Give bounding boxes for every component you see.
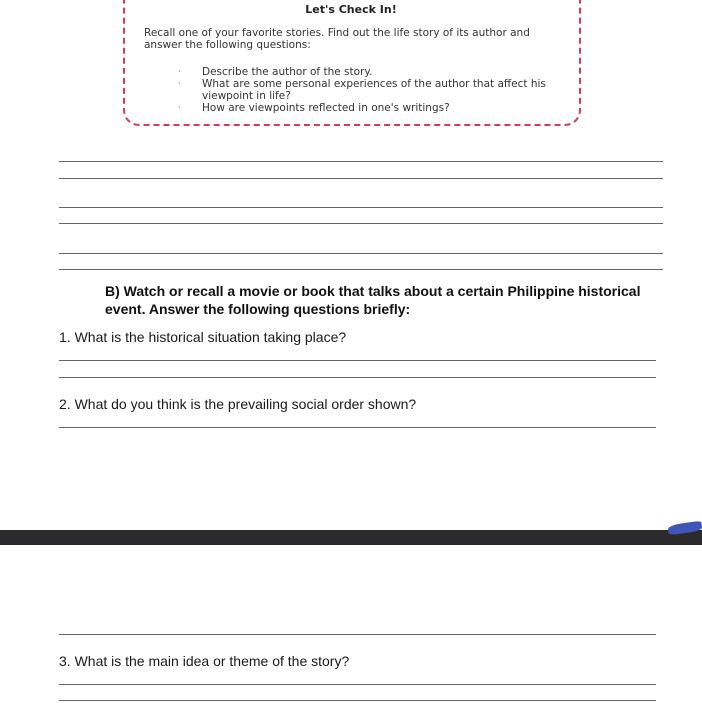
bullet-item (178, 66, 573, 78)
bullet-icon: · (178, 103, 181, 113)
check-in-title: Let's Check In! (305, 3, 397, 16)
answer-line (59, 377, 656, 378)
question-3: 3. What is the main idea or theme of the story? (59, 653, 350, 669)
check-in-bullet-list (178, 66, 573, 114)
bullet-icon: · (178, 79, 181, 89)
answer-line (59, 269, 663, 270)
answer-line (59, 223, 663, 224)
answer-line (59, 684, 656, 685)
section-b-instruction: B) Watch or recall a movie or book that talks about a certain Philippine historical event. Answer the following questions briefly: (105, 283, 641, 317)
answer-line (59, 634, 656, 635)
question-2: 2. What do you think is the prevailing social order shown? (59, 396, 417, 412)
check-in-intro: Recall one of your favorite stories. Find out the life story of its author and answer the following questions: (144, 27, 530, 51)
bullet-text: What are some personal experiences of the author that affect his viewpoint in life? (202, 78, 546, 102)
answer-line (59, 178, 663, 179)
answer-line (59, 161, 663, 162)
bullet-text: How are viewpoints reflected in one's writings? (202, 102, 450, 114)
bullet-item (178, 102, 573, 114)
question-1: 1. What is the historical situation taking place? (59, 329, 347, 345)
page-divider-bar (0, 530, 702, 545)
bullet-item (178, 78, 573, 102)
answer-line (59, 253, 663, 254)
answer-line (59, 207, 663, 208)
bullet-icon: · (178, 67, 181, 77)
answer-line (59, 427, 656, 428)
answer-line (59, 700, 656, 701)
bullet-text: Describe the author of the story. (202, 66, 373, 78)
answer-line (59, 360, 656, 361)
